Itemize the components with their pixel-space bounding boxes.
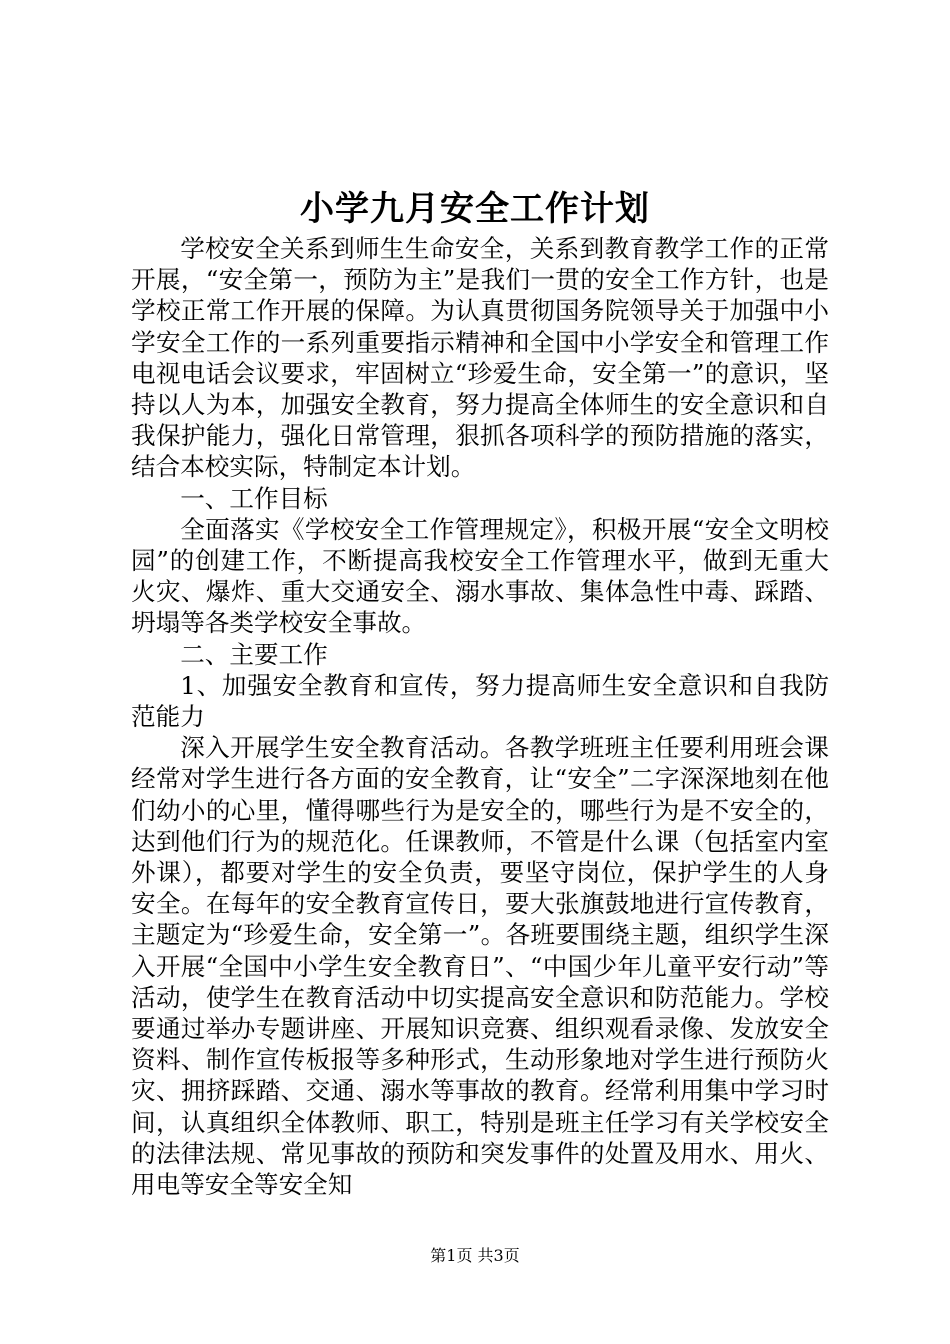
- document-body: [131, 233, 829, 1200]
- heading-main-work: 二、主要工作: [180, 639, 328, 669]
- page-number-footer: 第1页 共3页: [430, 1246, 520, 1265]
- subheading-safety-education: 1、加强安全教育和宣传，努力提高师生安全意识和自我防范能力: [131, 670, 829, 732]
- paragraph-work-goal: 全面落实《学校安全工作管理规定》，积极开展“安全文明校园”的创建工作，不断提高我校安全工作管理水平，做到无重大火灾、爆炸、重大交通安全、溺水事故、集体急性中毒、踩踏、坍塌等各类学校安全事故。: [131, 514, 829, 638]
- paragraph-intro: 学校安全关系到师生生命安全，关系到教育教学工作的正常开展，“安全第一，预防为主”是我们一贯的安全工作方针，也是学校正常工作开展的保障。为认真贯彻国务院领导关于加强中小学安全工作的一系列重要指示精神和全国中小学安全和管理工作电视电话会议要求，牢固树立“珍爱生命，安全第一”的意识，坚持以人为本，加强安全教育，努力提高全体师生的安全意识和自我保护能力，强化日常管理，狠抓各项科学的预防措施的落实，结合本校实际，特制定本计划。: [131, 234, 829, 482]
- paragraph-safety-education: 深入开展学生安全教育活动。各教学班班主任要利用班会课经常对学生进行各方面的安全教育，让“安全”二字深深地刻在他们幼小的心里，懂得哪些行为是安全的，哪些行为是不安全的，达到他们行为的规范化。任课教师，不管是什么课（包括室内室外课），都要对学生的安全负责，要坚守岗位，保护学生的人身安全。在每年的安全教育宣传日，要大张旗鼓地进行宣传教育，主题定为“珍爱生命，安全第一”。各班要围绕主题，组织学生深入开展“全国中小学生安全教育日”、“中国少年儿童平安行动”等活动，使学生在教育活动中切实提高安全意识和防范能力。学校要通过举办专题讲座、开展知识竞赛、组织观看录像、发放安全资料、制作宣传板报等多种形式，生动形象地对学生进行预防火灾、拥挤踩踏、交通、溺水等事故的教育。经常利用集中学习时间，认真组织全体教师、职工，特别是班主任学习有关学校安全的法律法规、常见事故的预防和突发事件的处置及用水、用火、用电等安全等安全知: [131, 733, 829, 1200]
- document-title: 小学九月安全工作计划: [300, 189, 650, 229]
- heading-work-goal: 一、工作目标: [180, 483, 328, 513]
